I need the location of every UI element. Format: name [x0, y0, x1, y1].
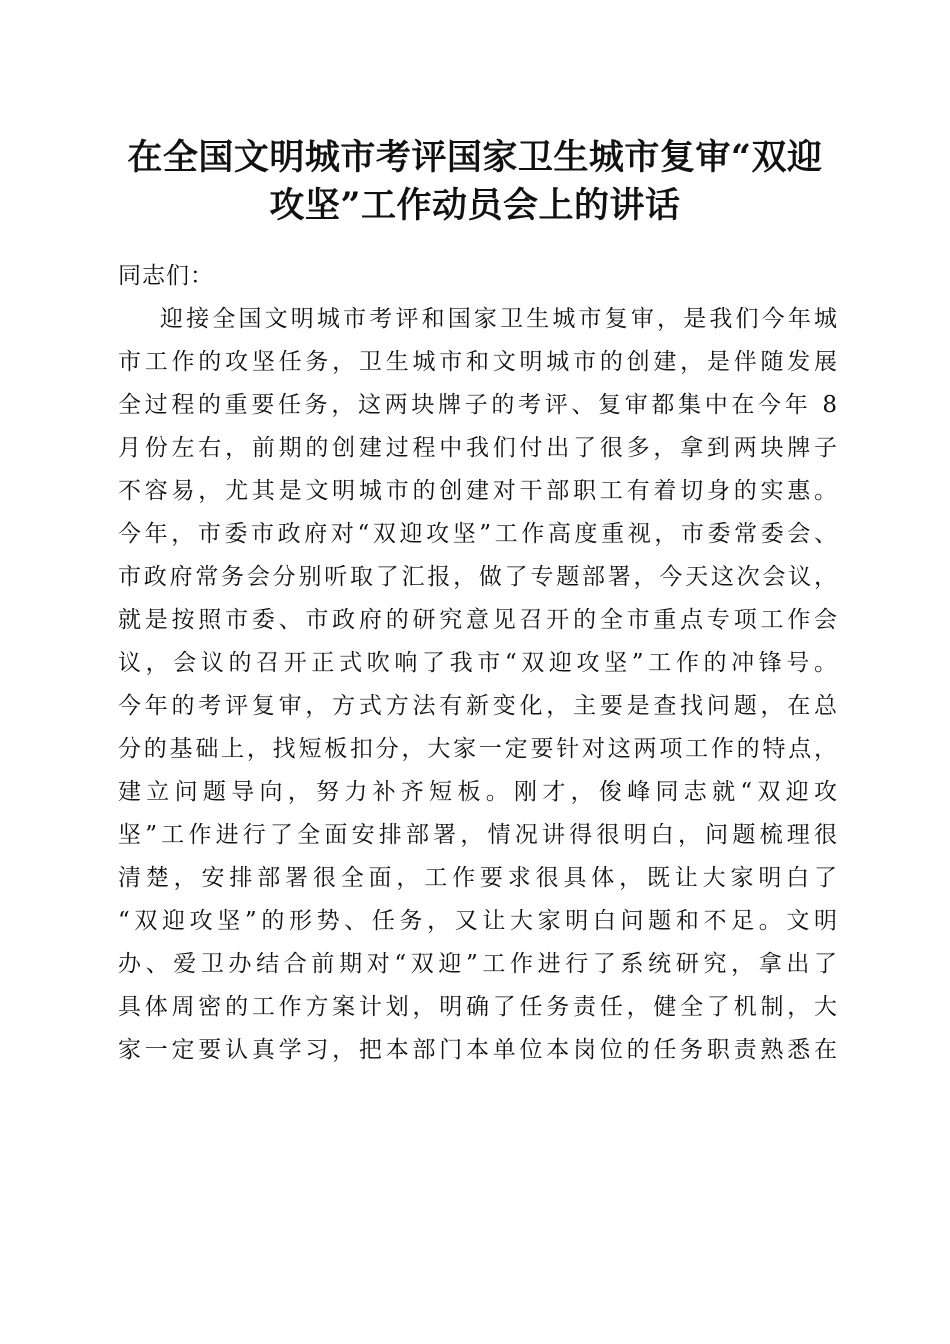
salutation: 同志们： — [118, 263, 214, 289]
paragraph-line: 清楚，安排部署很全面，工作要求很具体，既让大家明白了 — [118, 865, 838, 891]
paragraph-line: 坚”工作进行了全面安排部署，情况讲得很明白，问题梳理很 — [118, 822, 838, 848]
paragraph-line: 就是按照市委、市政府的研究意见召开的全市重点专项工作会 — [118, 607, 838, 633]
document-title — [110, 134, 840, 230]
paragraph-line: 办、爱卫办结合前期对“双迎”工作进行了系统研究，拿出了 — [118, 951, 838, 977]
paragraph-line: 建立问题导向，努力补齐短板。刚才，俊峰同志就“双迎攻 — [118, 779, 838, 805]
title-line-1: 在全国文明城市考评国家卫生城市复审“双迎 — [127, 137, 823, 178]
paragraph-line: 市工作的攻坚任务，卫生城市和文明城市的创建，是伴随发展 — [118, 349, 838, 375]
paragraph-line: “双迎攻坚”的形势、任务，又让大家明白问题和不足。文明 — [118, 908, 838, 934]
paragraph-line: 分的基础上，找短板扣分，大家一定要针对这两项工作的特点， — [118, 736, 838, 762]
paragraph-line: 议，会议的召开正式吹响了我市“双迎攻坚”工作的冲锋号。 — [118, 650, 838, 676]
title-line-2: 攻坚”工作动员会上的讲话 — [269, 185, 681, 226]
paragraph-line: 今年，市委市政府对“双迎攻坚”工作高度重视，市委常委会、 — [118, 521, 838, 547]
paragraph-line: 月份左右，前期的创建过程中我们付出了很多，拿到两块牌子 — [118, 435, 838, 461]
paragraph-line: 迎接全国文明城市考评和国家卫生城市复审，是我们今年城 — [160, 306, 838, 332]
paragraph-line: 具体周密的工作方案计划，明确了任务责任，健全了机制，大 — [118, 994, 838, 1020]
paragraph-line: 今年的考评复审，方式方法有新变化，主要是查找问题，在总 — [118, 693, 838, 719]
paragraph-line: 家一定要认真学习，把本部门本单位本岗位的任务职责熟悉在 — [118, 1037, 838, 1063]
paragraph-line: 全过程的重要任务，这两块牌子的考评、复审都集中在今年 8 — [118, 392, 838, 418]
paragraph-line: 不容易，尤其是文明城市的创建对干部职工有着切身的实惠。 — [118, 478, 838, 504]
document-body — [118, 255, 838, 1072]
paragraph-line: 市政府常务会分别听取了汇报，做了专题部署，今天这次会议， — [118, 564, 838, 590]
